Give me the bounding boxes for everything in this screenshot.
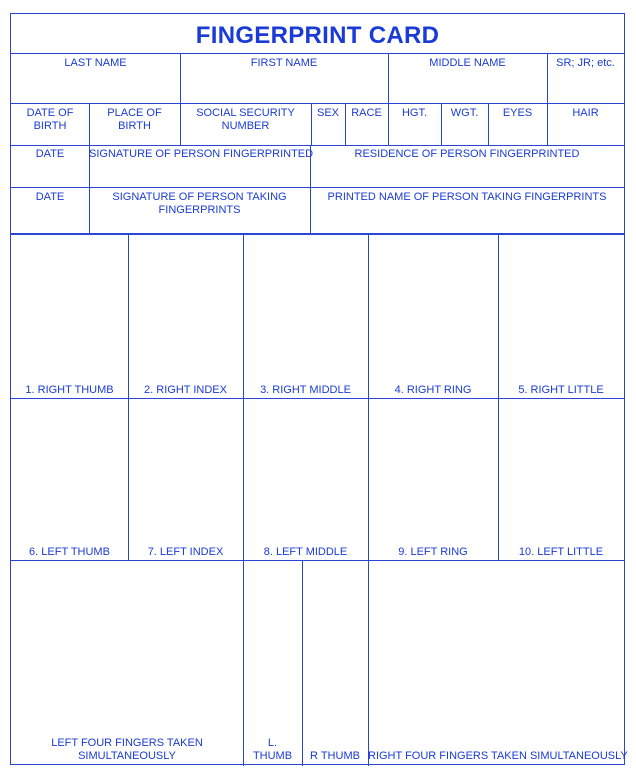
finger-box-right-ring: 4. RIGHT RING: [394, 384, 472, 396]
box-right-four-fingers: RIGHT FOUR FINGERS TAKEN SIMULTANEOUSLY: [368, 750, 628, 762]
fingerprint-card: [10, 13, 628, 765]
label-left-four-line1: LEFT FOUR FINGERS TAKEN: [51, 737, 203, 749]
label-dob-line2: BIRTH: [33, 120, 67, 132]
label-date-taking: DATE: [35, 191, 65, 203]
finger-box-left-middle: 8. LEFT MIDDLE: [263, 546, 348, 558]
v-fingers-a: [128, 234, 129, 560]
finger-box-left-index: 7. LEFT INDEX: [147, 546, 224, 558]
label-l-thumb-line1: L.: [267, 737, 278, 749]
label-ssn-line2: NUMBER: [221, 120, 270, 132]
label-sex: SEX: [316, 107, 339, 119]
box-left-thumb: [243, 737, 302, 763]
v-fingers-c: [368, 234, 369, 766]
box-right-thumb: R THUMB: [310, 750, 360, 762]
label-signature-taking-line2: FINGERPRINTS: [158, 204, 241, 216]
divider-right-hand: [11, 398, 624, 399]
label-weight: WGT.: [450, 107, 479, 119]
label-dob-line1: DATE OF: [26, 107, 74, 119]
label-date-fingerprinted: DATE: [35, 148, 65, 160]
label-left-four-line2: SIMULTANEOUSLY: [78, 750, 176, 762]
finger-box-left-ring: 9. LEFT RING: [398, 546, 468, 558]
divider-title: [11, 53, 624, 54]
label-date-of-birth: [11, 107, 89, 133]
label-eyes: EYES: [502, 107, 533, 119]
finger-box-right-little: 5. RIGHT LITTLE: [518, 384, 604, 396]
label-height: HGT.: [401, 107, 428, 119]
label-signature-taking: [89, 191, 310, 217]
label-first-name: FIRST NAME: [250, 57, 318, 69]
label-printed-name: PRINTED NAME OF PERSON TAKING FINGERPRINTS: [327, 191, 607, 203]
label-hair: HAIR: [572, 107, 599, 119]
v-thumbs: [302, 560, 303, 766]
label-pob-line2: BIRTH: [118, 120, 151, 132]
label-race: RACE: [351, 107, 382, 119]
finger-box-left-little: 10. LEFT LITTLE: [518, 546, 604, 558]
finger-box-left-thumb: 6. LEFT THUMB: [29, 546, 110, 558]
card-title: FINGERPRINT CARD: [195, 22, 440, 49]
label-ssn-line1: SOCIAL SECURITY: [196, 107, 295, 119]
divider-left-hand: [11, 560, 624, 561]
label-signature-taking-line1: SIGNATURE OF PERSON TAKING: [112, 191, 287, 203]
box-left-four-fingers: [11, 737, 243, 763]
label-middle-name: MIDDLE NAME: [429, 57, 506, 69]
v-fingers-d: [498, 234, 499, 560]
divider-row1: [11, 103, 624, 104]
label-place-of-birth: [89, 107, 180, 133]
label-ssn: [180, 107, 311, 133]
label-last-name: LAST NAME: [64, 57, 127, 69]
divider-row4: [11, 233, 624, 235]
label-pob-line1: PLACE OF: [107, 107, 162, 119]
divider-row2: [11, 145, 624, 146]
label-signature-fingerprinted: SIGNATURE OF PERSON FINGERPRINTED: [89, 148, 314, 160]
label-l-thumb-line2: THUMB: [252, 750, 293, 762]
divider-row3: [11, 187, 624, 188]
finger-box-right-middle: 3. RIGHT MIDDLE: [260, 384, 351, 396]
finger-box-right-index: 2. RIGHT INDEX: [144, 384, 227, 396]
label-suffix: SR; JR; etc.: [556, 57, 615, 69]
finger-box-right-thumb: 1. RIGHT THUMB: [25, 384, 114, 396]
label-residence: RESIDENCE OF PERSON FINGERPRINTED: [354, 148, 580, 160]
v-fingers-b: [243, 234, 244, 766]
